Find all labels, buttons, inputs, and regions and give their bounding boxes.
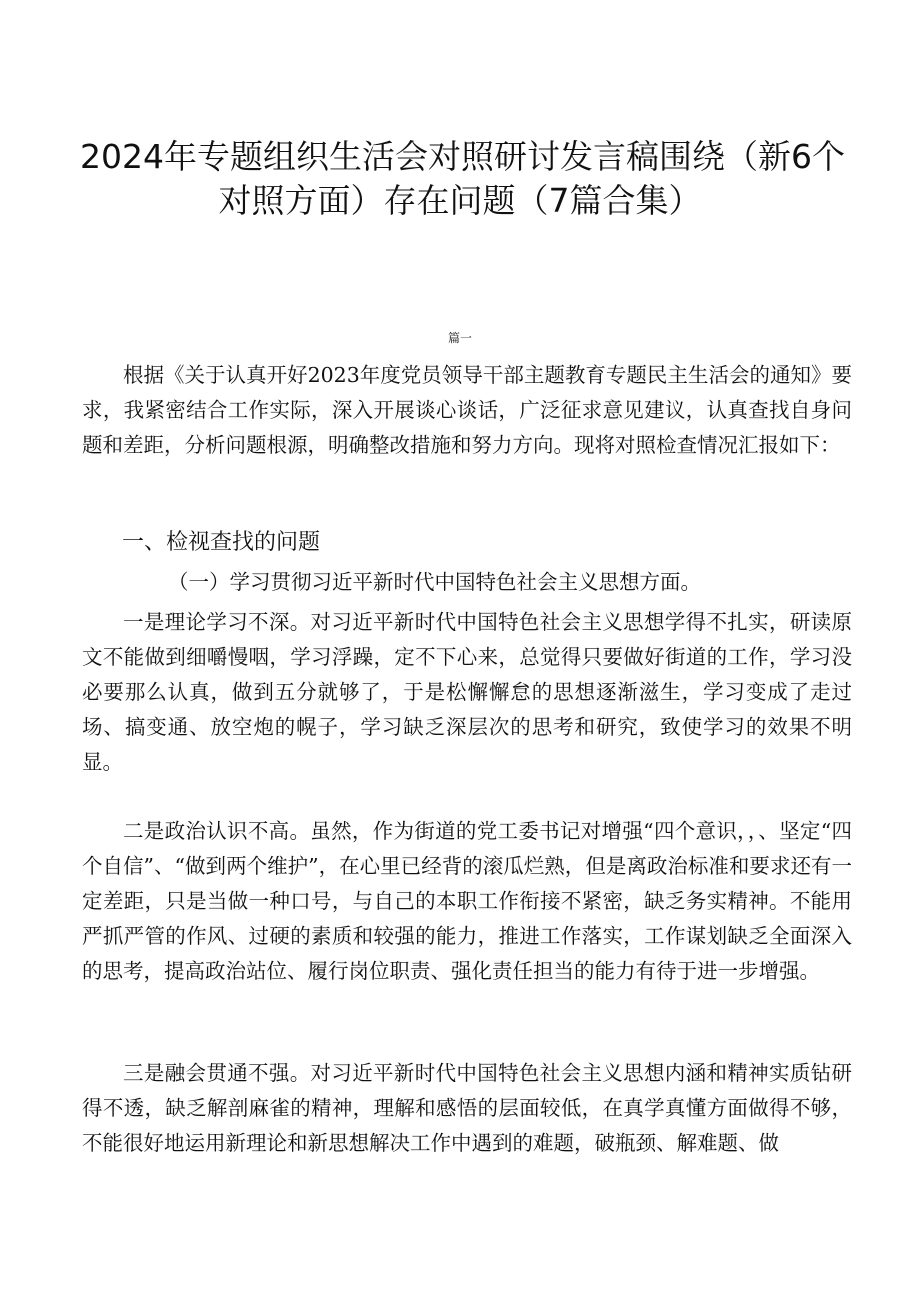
subheading-study: （一）学习贯彻习近平新时代中国特色社会主义思想方面。 xyxy=(168,570,701,594)
paragraph-theory-study: 一是理论学习不深。对习近平新时代中国特色社会主义思想学得不扎实，研读原文不能做到细嚼慢咽，学习浮躁，定不下心来，总觉得只要做好街道的工作，学习没必要那么认真，做到五分就够了，于是松懈懈怠的思想逐渐滋生，学习变成了走过场、搞变通、放空炮的幌子，学习缺乏深层次的思考和研究，致使学习的效果不明显。 xyxy=(82,610,852,774)
document-title-line-1: 2024年专题组织生活会对照研讨发言稿围绕（新6个 xyxy=(80,137,845,176)
paragraph-political-awareness: 二是政治认识不高。虽然，作为街道的党工委书记对增强“四个意识，，、坚定“四个自信”、“做到两个维护”，在心里已经背的滚瓜烂熟，但是离政治标准和要求还有一定差距，只是当做一种口号，与自己的本职工作衔接不紧密，缺乏务实精神。不能用严抓严管的作风、过硬的素质和较强的能力，推进工作落实，工作谋划缺乏全面深入的思考，提高政治站位、履行岗位职责、强化责任担当的能力有待于进一步增强。 xyxy=(82,819,852,983)
document-title-line-2: 对照方面）存在问题（7篇合集） xyxy=(218,181,702,220)
section-label: 篇一 xyxy=(447,331,472,345)
paragraph-intro: 根据《关于认真开好2023年度党员领导干部主题教育专题民主生活会的通知》要求，我紧密结合工作实际，深入开展谈心谈话，广泛征求意见建议，认真查找自身问题和差距，分析问题根源，明确整改措施和努力方向。现将对照检查情况汇报如下： xyxy=(82,363,852,457)
paragraph-integration: 三是融会贯通不强。对习近平新时代中国特色社会主义思想内涵和精神实质钻研得不透，缺乏解剖麻雀的精神，理解和感悟的层面较低，在真学真懂方面做得不够，不能很好地运用新理论和新思想解决工作中遇到的难题，破瓶颈、解难题、做 xyxy=(82,1061,852,1155)
heading-problems: 一、检视查找的问题 xyxy=(122,530,321,555)
